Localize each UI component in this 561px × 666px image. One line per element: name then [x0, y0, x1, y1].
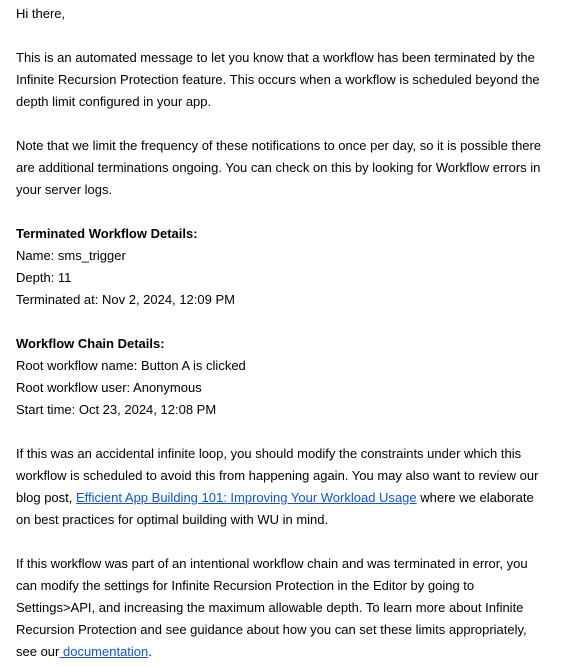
workflow-name: Name: sms_trigger — [16, 248, 126, 263]
intentional-text-after: . — [148, 644, 152, 659]
blog-post-link[interactable]: Efficient App Building 101: Improving Your Workload Usage — [76, 490, 417, 505]
greeting: Hi there, — [16, 6, 66, 21]
root-workflow-user: Root workflow user: Anonymous — [16, 380, 202, 395]
accidental-loop-paragraph — [16, 443, 546, 531]
note-paragraph: Note that we limit the frequency of these notifications to once per day, so it is possible there are additional terminations ongoing. You can check on this by looking for Workflow errors in your server logs. — [16, 138, 542, 197]
terminated-details — [16, 223, 546, 311]
start-time: Start time: Oct 23, 2024, 12:08 PM — [16, 402, 217, 417]
chain-details-heading: Workflow Chain Details: — [16, 336, 165, 351]
documentation-link[interactable]: documentation — [59, 644, 149, 659]
terminated-details-heading: Terminated Workflow Details: — [16, 226, 198, 241]
chain-details — [16, 333, 546, 421]
root-workflow-name: Root workflow name: Button A is clicked — [16, 358, 246, 373]
workflow-depth: Depth: 11 — [16, 270, 72, 285]
intentional-text-before: If this workflow was part of an intentional workflow chain and was terminated in error, you can modify the settings for Infinite Recursion Protection in the Editor by going to Settings>API, and increasing the maximum allowable depth. To learn more about Infinite Recursion Protection and see guidance about how you can set these limits appropriately, see our — [16, 556, 528, 659]
accidental-text-after: where we elaborate on best practices for optimal building with WU in mind. — [16, 490, 534, 527]
intro-paragraph: This is an automated message to let you know that a workflow has been terminated by the Infinite Recursion Protection feature. This occurs when a workflow is scheduled beyond the depth limit configured in your app. — [16, 50, 540, 109]
intentional-chain-paragraph — [16, 553, 546, 663]
accidental-text-before: If this was an accidental infinite loop, you should modify the constraints under which this workflow is scheduled to avoid this from happening again. You may also want to review our blog post, — [16, 446, 539, 505]
terminated-at: Terminated at: Nov 2, 2024, 12:09 PM — [16, 292, 235, 307]
